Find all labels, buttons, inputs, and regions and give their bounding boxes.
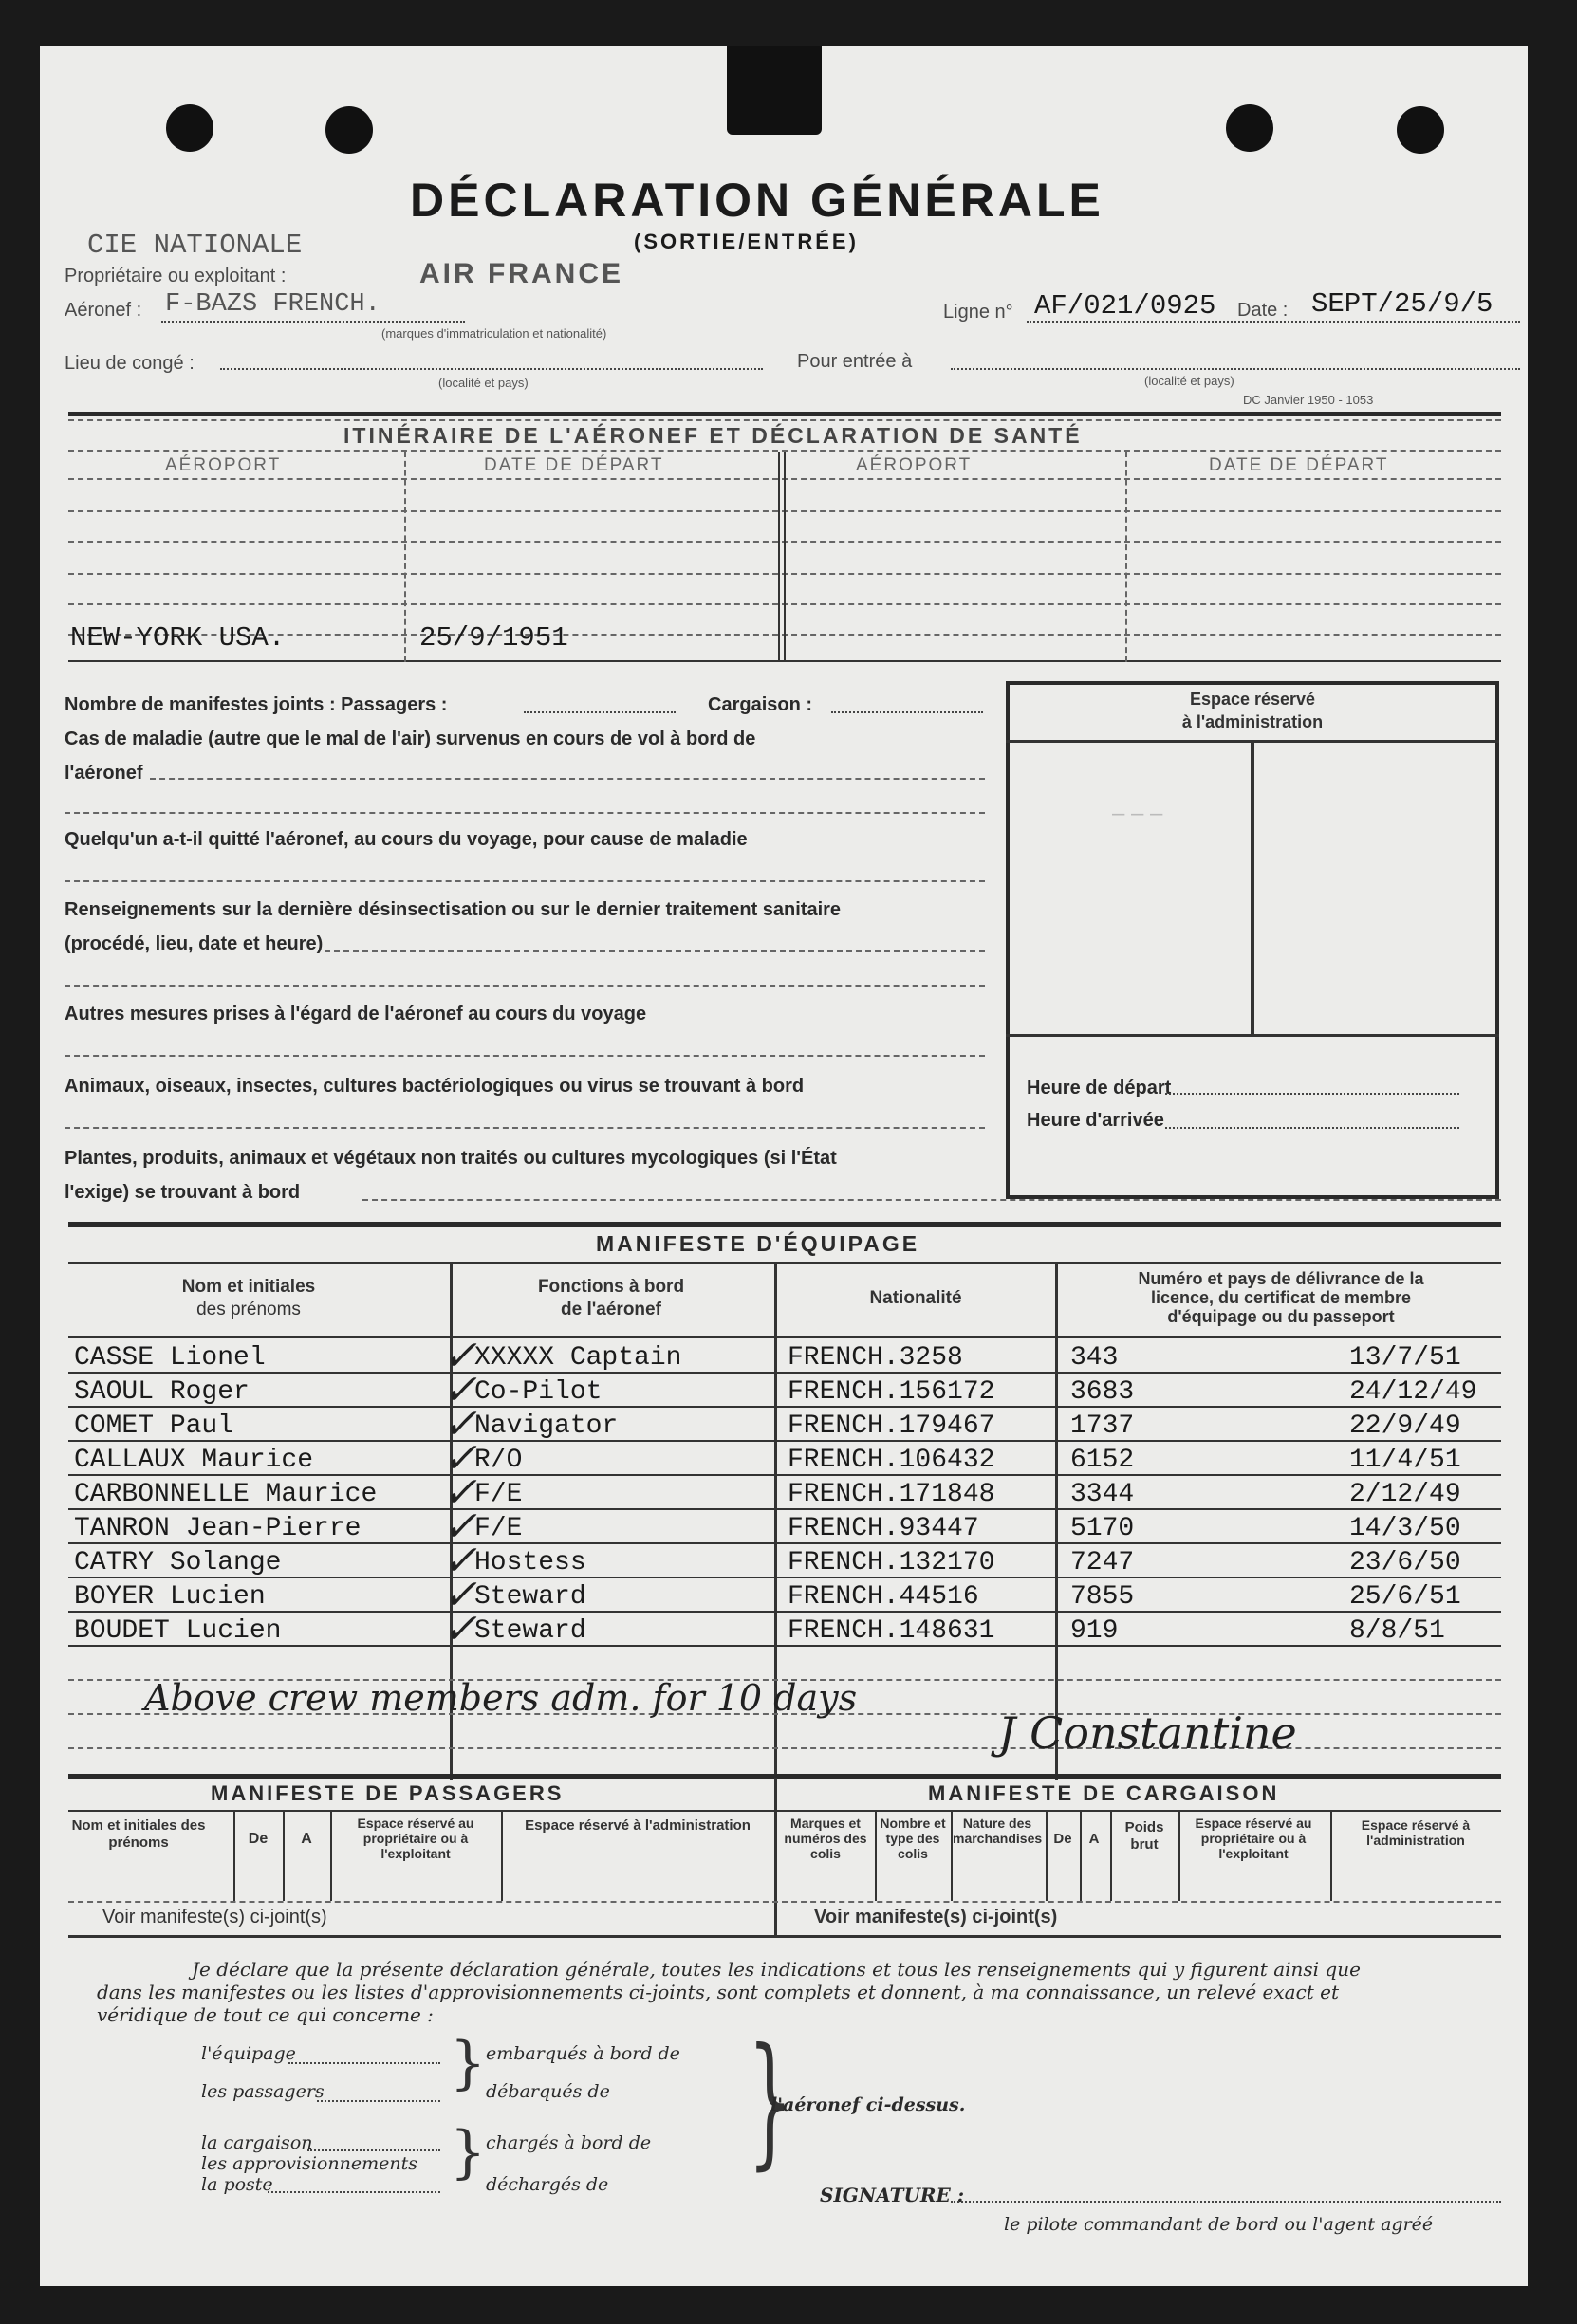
- signature-label: SIGNATURE :: [820, 2184, 965, 2206]
- aircraft-label: Aéronef :: [65, 300, 142, 321]
- crew-name: CATRY Solange: [74, 1548, 282, 1577]
- date-label: Date :: [1237, 300, 1289, 321]
- col-departure-date-2: DATE DE DÉPART: [1209, 455, 1389, 475]
- entry-line: [951, 368, 1520, 370]
- punch-hole: [166, 104, 213, 152]
- crew-function: Co-Pilot: [474, 1377, 603, 1407]
- crew-license-number: 3344: [1070, 1480, 1135, 1509]
- check-mark: ✓: [442, 1468, 477, 1517]
- punch-hole: [1226, 104, 1273, 152]
- pax-col-operator: Espace réservé au propriétaire ou à l'exploitant: [357, 1816, 474, 1861]
- crew-nationality: FRENCH.44516: [788, 1582, 979, 1612]
- aircraft-caption: (marques d'immatriculation et nationalité): [381, 326, 607, 341]
- crew-license-number: 6152: [1070, 1446, 1135, 1475]
- aircraft-value: F-BAZS FRENCH.: [165, 290, 380, 319]
- check-mark: ✓: [442, 1332, 477, 1380]
- col-airport-1: AÉROPORT: [165, 455, 282, 475]
- crew-row: [40, 1503, 1528, 1551]
- crew-function: Steward: [474, 1616, 586, 1646]
- col-airport-2: AÉROPORT: [856, 455, 973, 475]
- item-passengers: les passagers: [201, 2081, 325, 2102]
- itinerary-date-value: 25/9/1951: [419, 622, 568, 654]
- crew-function: R/O: [474, 1446, 523, 1475]
- item-mail: la poste: [201, 2174, 273, 2195]
- entry-label: Pour entrée à: [797, 351, 913, 372]
- crew-name: CALLAUX Maurice: [74, 1446, 314, 1475]
- crew-license-date: 25/6/51: [1349, 1582, 1461, 1612]
- crew-row-line: [68, 1645, 1501, 1647]
- disinfection-label: Renseignements sur la dernière désinsectisation ou sur le dernier traitement sanitaire: [65, 899, 842, 920]
- crew-license-date: 8/8/51: [1349, 1616, 1445, 1646]
- crew-license-number: 7855: [1070, 1582, 1135, 1612]
- crew-col-license-2: licence, du certificat de membre: [1150, 1288, 1412, 1307]
- cargo-col-admin: Espace réservé à l'administration: [1361, 1817, 1471, 1848]
- cargo-col-a: A: [1088, 1831, 1100, 1847]
- departure-caption: (localité et pays): [438, 376, 529, 390]
- crew-nationality: FRENCH.171848: [788, 1480, 995, 1509]
- check-mark: ✓: [442, 1400, 477, 1448]
- flight-date-line: [1027, 321, 1520, 323]
- brace-2: }: [450, 2119, 487, 2186]
- crew-col-nationality: Nationalité: [869, 1288, 962, 1308]
- form-reference: DC Janvier 1950 - 1053: [1243, 393, 1374, 407]
- check-mark: ✓: [442, 1503, 477, 1551]
- crew-col-name: Nom et initiales: [181, 1277, 316, 1297]
- illness-label-2: l'aéronef: [65, 763, 143, 784]
- crew-license-number: 919: [1070, 1616, 1119, 1646]
- cargo-col-marks: Marques et numéros des colis: [784, 1816, 867, 1861]
- animals-label: Animaux, oiseaux, insectes, cultures bactériologiques ou virus se trouvant à bord: [65, 1076, 805, 1097]
- crew-function: Navigator: [474, 1411, 619, 1441]
- crew-nationality: FRENCH.3258: [788, 1343, 963, 1373]
- measures-label: Autres mesures prises à l'égard de l'aéronef au cours du voyage: [65, 1004, 647, 1024]
- pax-footer: Voir manifeste(s) ci-joint(s): [102, 1907, 327, 1927]
- crew-license-number: 343: [1070, 1343, 1119, 1373]
- crew-nationality: FRENCH.148631: [788, 1616, 995, 1646]
- crew-license-date: 11/4/51: [1349, 1446, 1461, 1475]
- company-typed: CIE NATIONALE: [87, 230, 303, 261]
- admin-box-heading-2: à l'administration: [1181, 712, 1324, 731]
- unloaded-label: déchargés de: [486, 2174, 609, 2195]
- cargo-col-weight: Poids brut: [1124, 1819, 1164, 1853]
- crew-col-license-3: d'équipage ou du passeport: [1167, 1307, 1395, 1326]
- declaration-text-2: dans les manifestes ou les listes d'approvisionnements ci-joints, sont complets et donnent, à ma connaissance, un relevé exact et: [97, 1981, 1340, 2003]
- crew-name: TANRON Jean-Pierre: [74, 1514, 362, 1543]
- item-supplies: les approvisionnements: [201, 2153, 417, 2174]
- admin-box-heading: Espace réservé: [1189, 690, 1316, 709]
- check-mark: ✓: [442, 1605, 477, 1653]
- crew-row: [40, 1332, 1528, 1380]
- crew-license-date: 24/12/49: [1349, 1377, 1477, 1407]
- crew-row: [40, 1605, 1528, 1653]
- plants-label-2: l'exige) se trouvant à bord: [65, 1182, 301, 1203]
- crew-nationality: FRENCH.106432: [788, 1446, 995, 1475]
- crew-function: F/E: [474, 1514, 523, 1543]
- illness-label: Cas de maladie (autre que le mal de l'air) survenus en cours de vol à bord de: [65, 729, 756, 749]
- crew-nationality: FRENCH.179467: [788, 1411, 995, 1441]
- left-aircraft-label: Quelqu'un a-t-il quitté l'aéronef, au cours du voyage, pour cause de maladie: [65, 829, 748, 850]
- aircraft-above-label: l'aéronef ci-dessus.: [770, 2094, 966, 2115]
- crew-name: CASSE Lionel: [74, 1343, 266, 1373]
- flight-value: AF/021/0925: [1034, 290, 1216, 322]
- crew-row: [40, 1366, 1528, 1414]
- crew-row: [40, 1537, 1528, 1585]
- handwritten-signature: J Constantine: [998, 1707, 1297, 1759]
- departure-label: Lieu de congé :: [65, 353, 195, 374]
- crew-nationality: FRENCH.132170: [788, 1548, 995, 1577]
- crew-nationality: FRENCH.156172: [788, 1377, 995, 1407]
- owner-label: Propriétaire ou exploitant :: [65, 266, 287, 286]
- itinerary-airport-value: NEW-YORK USA.: [70, 622, 286, 654]
- crew-name: COMET Paul: [74, 1411, 234, 1441]
- brace-1: }: [450, 2030, 487, 2096]
- item-crew: l'équipage: [201, 2043, 296, 2064]
- check-mark: ✓: [442, 1537, 477, 1585]
- pax-col-de: De: [248, 1831, 269, 1847]
- crew-col-license: Numéro et pays de délivrance de la: [1138, 1269, 1424, 1288]
- arrival-time-label: Heure d'arrivée: [1027, 1110, 1164, 1131]
- passengers-heading: MANIFESTE DE PASSAGERS: [211, 1781, 565, 1805]
- cargo-footer: Voir manifeste(s) ci-joint(s): [814, 1907, 1058, 1927]
- form-title: DÉCLARATION GÉNÉRALE: [410, 174, 1104, 227]
- plants-label: Plantes, produits, animaux et végétaux non traités ou cultures mycologiques (si l'État: [65, 1148, 837, 1169]
- crew-name: BOUDET Lucien: [74, 1616, 282, 1646]
- cargo-count-label: Cargaison :: [708, 694, 813, 715]
- faint-stamp-mark: – – –: [1112, 801, 1163, 826]
- crew-license-date: 2/12/49: [1349, 1480, 1461, 1509]
- crew-col-function: Fonctions à bord: [537, 1277, 685, 1297]
- item-cargo: la cargaison: [201, 2132, 313, 2153]
- check-mark: ✓: [442, 1366, 477, 1414]
- form-subtitle: (SORTIE/ENTRÉE): [634, 230, 859, 253]
- col-departure-date-1: DATE DE DÉPART: [484, 455, 664, 475]
- crew-function: XXXXX Captain: [474, 1343, 682, 1373]
- date-value: SEPT/25/9/5: [1311, 288, 1494, 320]
- handwritten-note: Above crew members adm. for 10 days: [144, 1677, 858, 1719]
- crew-license-number: 5170: [1070, 1514, 1135, 1543]
- entry-caption: (localité et pays): [1144, 374, 1234, 388]
- pax-col-admin: Espace réservé à l'administration: [525, 1817, 751, 1834]
- crew-license-number: 3683: [1070, 1377, 1135, 1407]
- crew-function: Steward: [474, 1582, 586, 1612]
- flight-label: Ligne n°: [943, 302, 1013, 323]
- loaded-label: chargés à bord de: [486, 2132, 652, 2153]
- signature-line: [951, 2201, 1501, 2203]
- crew-name: BOYER Lucien: [74, 1582, 266, 1612]
- pax-col-a: A: [301, 1831, 312, 1847]
- crew-heading: MANIFESTE D'ÉQUIPAGE: [596, 1231, 920, 1256]
- owner-value: AIR FRANCE: [419, 258, 623, 289]
- declaration-text-1: Je déclare que la présente déclaration générale, toutes les indications et tous les renseignements qui y figurent ainsi que: [192, 1958, 1361, 1981]
- crew-license-date: 22/9/49: [1349, 1411, 1461, 1441]
- aircraft-line: [161, 321, 465, 323]
- check-mark: ✓: [442, 1434, 477, 1483]
- binder-tab: [727, 46, 822, 135]
- crew-function: F/E: [474, 1480, 523, 1509]
- crew-col-name-2: des prénoms: [196, 1300, 301, 1319]
- crew-nationality: FRENCH.93447: [788, 1514, 979, 1543]
- cargo-heading: MANIFESTE DE CARGAISON: [928, 1781, 1280, 1805]
- itinerary-heading: ITINÉRAIRE DE L'AÉRONEF ET DÉCLARATION DE SANTÉ: [343, 423, 1083, 448]
- pax-col-name: Nom et initiales des prénoms: [71, 1817, 206, 1851]
- cargo-col-de: De: [1053, 1831, 1072, 1847]
- crew-license-date: 23/6/50: [1349, 1548, 1461, 1577]
- declaration-text-3: véridique de tout ce qui concerne :: [97, 2003, 434, 2026]
- crew-row: [40, 1468, 1528, 1517]
- crew-license-number: 1737: [1070, 1411, 1135, 1441]
- cargo-col-operator: Espace réservé au propriétaire ou à l'exploitant: [1195, 1816, 1312, 1861]
- departure-time-label: Heure de départ: [1027, 1078, 1172, 1098]
- crew-row: [40, 1571, 1528, 1619]
- signature-caption: le pilote commandant de bord ou l'agent agréé: [1004, 2214, 1434, 2235]
- crew-row: [40, 1400, 1528, 1448]
- disembarked-label: débarqués de: [486, 2081, 610, 2102]
- big-brace: }: [747, 2019, 793, 2184]
- crew-col-function-2: de l'aéronef: [561, 1300, 661, 1319]
- manifests-label: Nombre de manifestes joints : Passagers :: [65, 694, 448, 715]
- disinfection-label-2: (procédé, lieu, date et heure): [65, 933, 324, 954]
- departure-line: [220, 368, 763, 370]
- punch-hole: [1397, 106, 1444, 154]
- cargo-col-count: Nombre et type des colis: [880, 1816, 946, 1861]
- crew-license-number: 7247: [1070, 1548, 1135, 1577]
- form-sheet: [40, 46, 1528, 2286]
- crew-license-date: 13/7/51: [1349, 1343, 1461, 1373]
- crew-function: Hostess: [474, 1548, 586, 1577]
- cargo-col-nature: Nature des marchandises: [953, 1816, 1043, 1846]
- crew-name: SAOUL Roger: [74, 1377, 250, 1407]
- embarked-label: embarqués à bord de: [486, 2043, 680, 2064]
- punch-hole: [325, 106, 373, 154]
- crew-row: [40, 1434, 1528, 1483]
- crew-name: CARBONNELLE Maurice: [74, 1480, 378, 1509]
- check-mark: ✓: [442, 1571, 477, 1619]
- crew-license-date: 14/3/50: [1349, 1514, 1461, 1543]
